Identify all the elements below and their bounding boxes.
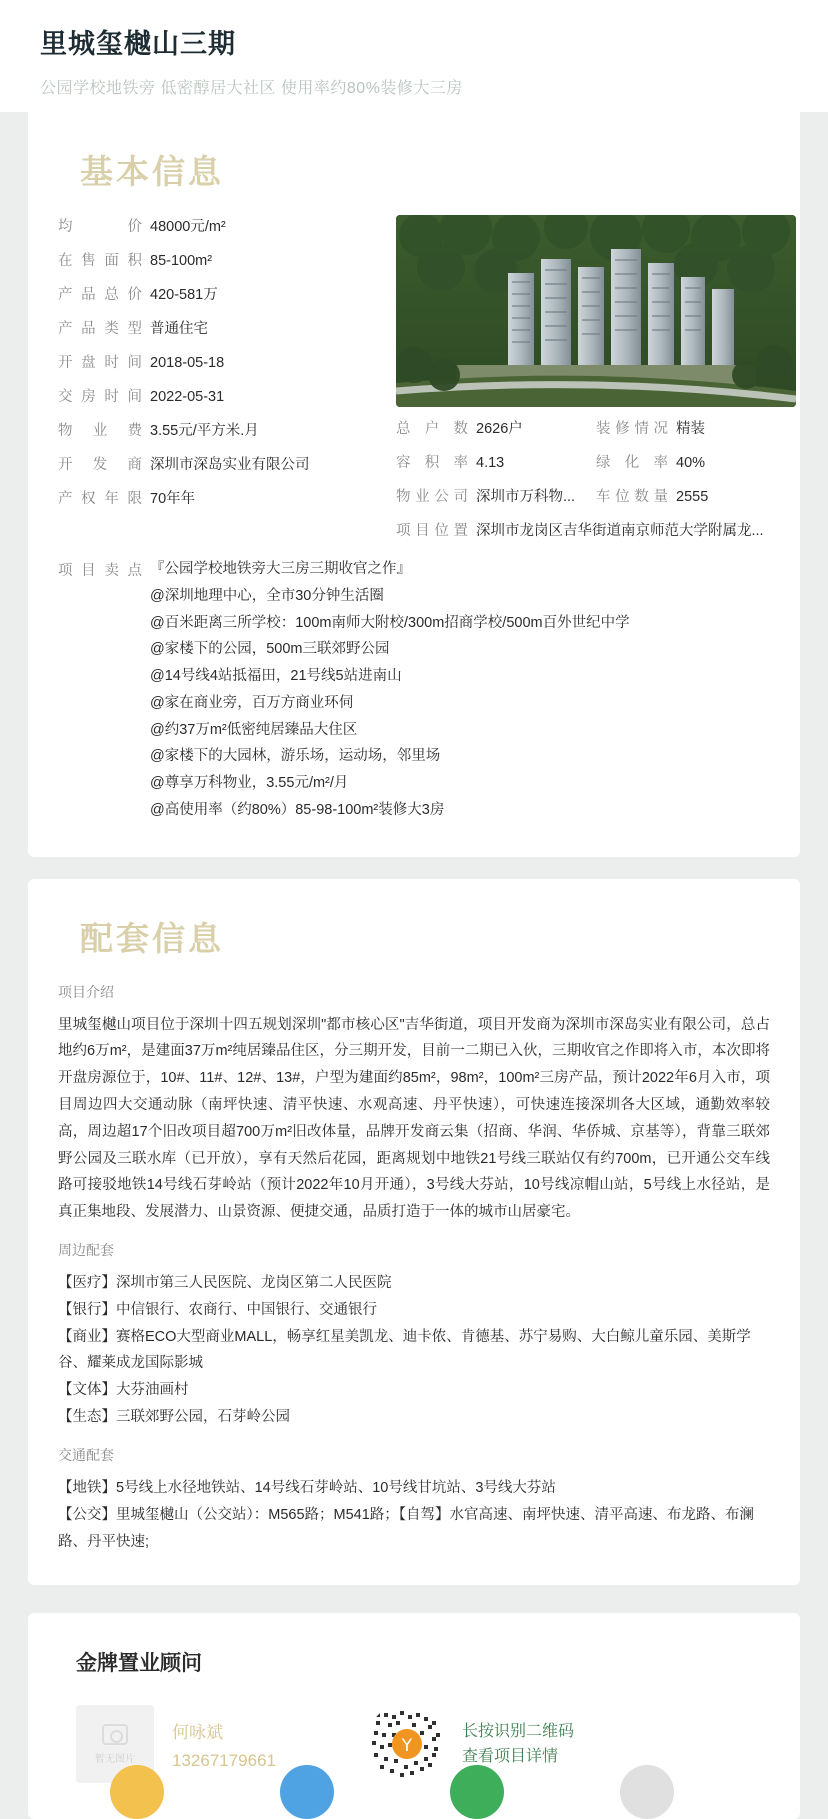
stat-value: 2626户 (476, 421, 523, 437)
page-subtitle: 公园学校地铁旁 低密醇居大社区 使用率约80%装修大三房 (40, 80, 463, 97)
info-value: 深圳市深岛实业有限公司 (150, 457, 310, 473)
info-label: 开发商 (58, 457, 142, 473)
selling-point-item: @14号线4站抵福田，21号线5站进南山 (150, 668, 402, 684)
stat-value: 精装 (676, 421, 705, 437)
info-value: 85-100m² (150, 253, 213, 269)
project-intro-label: 项目介绍 (58, 983, 114, 1000)
bottom-action-yellow[interactable] (110, 1765, 164, 1819)
page-header (0, 0, 828, 112)
selling-point-item: @约37万m²低密纯居臻品大住区 (150, 721, 358, 738)
info-row (58, 215, 378, 236)
selling-point-item: @家楼下的大园林，游乐场，运动场，邻里场 (150, 748, 441, 765)
bottom-action-green[interactable] (450, 1765, 504, 1819)
camera-icon (102, 1724, 128, 1745)
traffic-facility-block (58, 1445, 770, 1555)
stat-label: 容积率 (396, 455, 468, 471)
info-row (58, 419, 378, 440)
avatar-placeholder-label: 暂无图片 (95, 1753, 135, 1765)
info-label: 在售面积 (58, 253, 142, 269)
qr-caption (462, 1719, 574, 1770)
around-facility-item: 【商业】赛格ECO大型商业MALL，畅享红星美凯龙、迪卡侬、肯德基、苏宁易购、大白鲸儿童乐园、美斯学谷、耀莱成龙国际影城 (58, 1328, 751, 1372)
stat-value: 40% (676, 455, 706, 471)
selling-points-list (142, 559, 630, 827)
selling-point-item: 『公园学校地铁旁大三房三期收官之作』 (150, 561, 411, 577)
selling-points (58, 559, 770, 827)
stat-label: 总户数 (396, 421, 468, 437)
info-value: 420-581万 (150, 287, 218, 303)
selling-point-item: @家楼下的公园，500m三联郊野公园 (150, 641, 390, 658)
stat-label: 装修情况 (596, 421, 668, 437)
page-title: 里城玺樾山三期 (40, 29, 236, 59)
stat-value: 4.13 (476, 455, 505, 471)
info-label: 产权年限 (58, 491, 142, 507)
info-label: 均价 (58, 219, 142, 235)
selling-point-item: @高使用率（约80%）85-98-100m²装修大3房 (150, 801, 445, 818)
info-row (58, 317, 378, 338)
stat-item (596, 417, 796, 438)
stat-label: 绿化率 (596, 455, 668, 471)
info-value: 3.55元/平方米.月 (150, 423, 259, 439)
selling-point-item: @尊享万科物业，3.55元/m²/月 (150, 775, 349, 791)
info-row (58, 487, 378, 508)
basic-info-body (58, 215, 770, 553)
selling-points-label: 项目卖点 (58, 563, 142, 579)
bottom-action-gray[interactable] (620, 1765, 674, 1819)
stat-label: 物业公司 (396, 489, 468, 505)
info-label: 开盘时间 (58, 355, 142, 371)
around-facility-item: 【银行】中信银行、农商行、中国银行、交通银行 (58, 1301, 377, 1318)
qr-caption-line1: 长按识别二维码 (462, 1722, 575, 1740)
basic-info-left-column (58, 215, 378, 521)
facility-info-title: 配套信息 (80, 919, 224, 957)
around-facility-label: 周边配套 (58, 1242, 114, 1258)
stat-item (396, 417, 596, 438)
info-label: 产品类型 (58, 321, 142, 337)
advisor-contact (172, 1718, 276, 1771)
qr-code-icon[interactable] (366, 1703, 448, 1785)
info-label: 交房时间 (58, 389, 142, 405)
info-label: 物业费 (58, 423, 142, 439)
stat-value: 深圳市龙岗区吉华街道南京师范大学附属龙... (476, 523, 764, 539)
traffic-facility-item: 【地铁】5号线上水径地铁站、14号线石芽岭站、10号线甘坑站、3号线大芬站 (58, 1479, 556, 1496)
project-intro-text: 里城玺樾山项目位于深圳十四五规划深圳"都市核心区"吉华街道，项目开发商为深圳市深岛实业有限公司，总占地约6万m²，是建面37万m²纯居臻品住区，分三期开发，目前一二期已入伙，三期收官之作即将入市，本次即将开盘房源位于，10#、11#、12#、13#，户型为建面约85m²，98m²，100m²三房产品，预计2022年6月入市，项目周边四大交通动脉（南坪快速、清平快速、水观高速、丹平快速），可快速连接深圳各大区域，通勤效率较高，周边超17个旧改项目超700万m²旧改体量，品牌开发商云集（招商、华润、华侨城、京基等），背靠三联郊野公园及三联水库（已开放），享有天然后花园，距离规划中地铁21号线三联站仅有约700m，已开通公交车线路可接驳地铁14号线石芽岭站（预计2022年10月开通），3号线大芬站，10号线凉帽山站，5号线上水径站，是真正集地段、发展潜力、山景资源、便捷交通，品质打造于一体的城市山居豪宅。 (58, 1016, 770, 1221)
project-photo (396, 215, 796, 407)
stat-item (596, 485, 796, 506)
advisor-phone[interactable]: 13267179661 (172, 1750, 277, 1770)
around-facility-block (58, 1240, 770, 1431)
advisor-name: 何咏斌 (172, 1722, 223, 1742)
info-row (58, 453, 378, 474)
stat-item (396, 451, 596, 472)
stat-item (396, 485, 596, 506)
qr-code-graphic (366, 1703, 448, 1785)
info-value: 2018-05-18 (150, 355, 225, 371)
stat-value: 深圳市万科物... (476, 489, 576, 505)
around-facility-item: 【医疗】深圳市第三人民医院、龙岗区第二人民医院 (58, 1275, 392, 1291)
traffic-facility-item: 【公交】里城玺樾山（公交站）：M565路；M541路；【自驾】水官高速、南坪快速、清平高速、布龙路、布澜路、丹平快速; (58, 1506, 755, 1550)
bottom-action-blue[interactable] (280, 1765, 334, 1819)
stat-label: 车位数量 (596, 489, 668, 505)
info-row (58, 249, 378, 270)
stat-item (596, 451, 796, 472)
selling-point-item: @家在商业旁，百万方商业环伺 (150, 694, 354, 711)
qr-caption-line2: 查看项目详情 (462, 1748, 559, 1766)
info-value: 48000元/m² (150, 219, 226, 235)
bottom-action-bar (0, 1797, 828, 1819)
traffic-facility-label: 交通配套 (58, 1446, 114, 1463)
basic-info-title: 基本信息 (80, 153, 224, 190)
around-facility-item: 【生态】三联郊野公园，石芽岭公园 (58, 1409, 290, 1426)
info-row (58, 385, 378, 406)
project-photo-illustration (396, 215, 796, 407)
facility-info-card (28, 879, 800, 1586)
info-label: 产品总价 (58, 287, 142, 303)
basic-info-right-column (378, 215, 796, 553)
advisor-title: 金牌置业顾问 (76, 1652, 202, 1676)
stat-value: 2555 (676, 489, 709, 505)
stat-label: 项目位置 (396, 523, 468, 539)
info-row (58, 351, 378, 372)
selling-point-item: @深圳地理中心，全市30分钟生活圈 (150, 587, 384, 604)
basic-info-card (28, 112, 800, 857)
around-facility-item: 【文体】大芬油画村 (58, 1382, 189, 1399)
info-value: 普通住宅 (150, 321, 208, 337)
stat-item (396, 519, 796, 540)
basic-info-stats (396, 417, 796, 553)
selling-point-item: @百米距离三所学校：100m南师大附校/300m招商学校/500m百外世纪中学 (150, 614, 630, 631)
info-value: 70年年 (150, 491, 196, 507)
info-value: 2022-05-31 (150, 389, 225, 405)
info-row (58, 283, 378, 304)
svg-text:Y: Y (401, 1736, 413, 1757)
